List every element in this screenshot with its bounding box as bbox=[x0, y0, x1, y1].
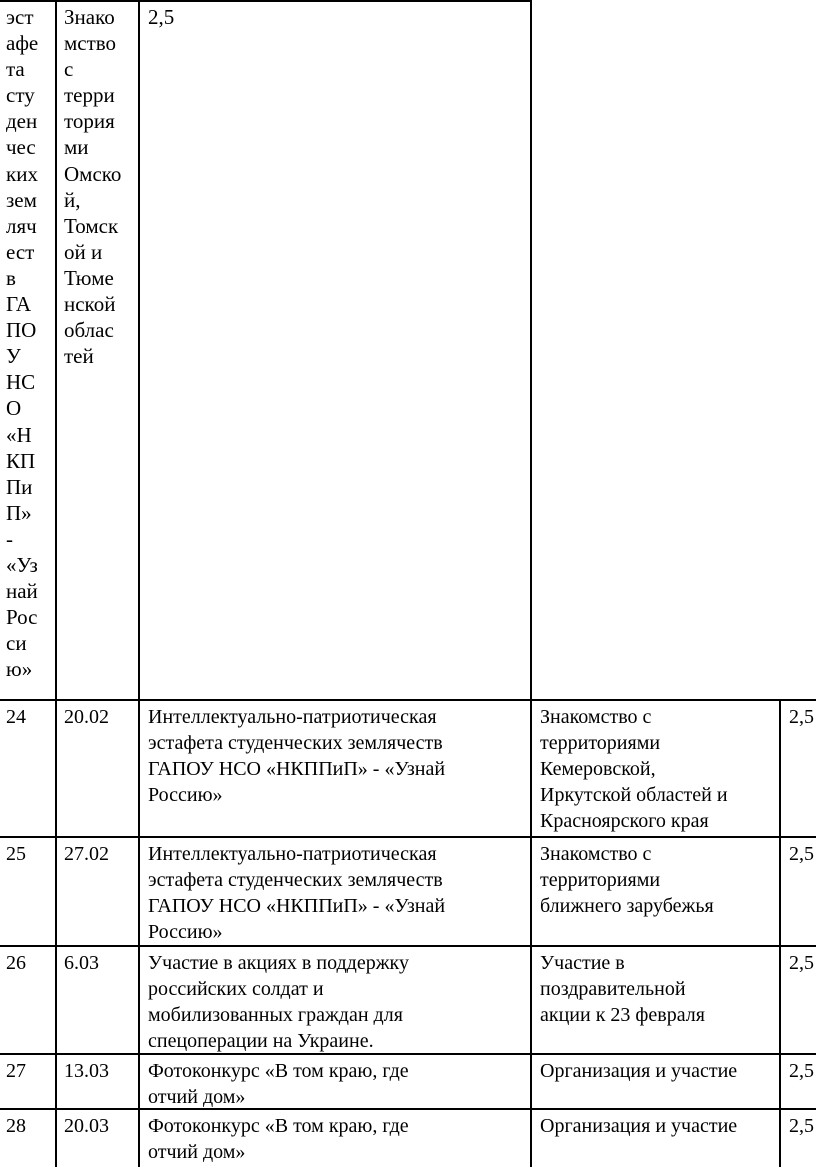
row-number: 28 bbox=[6, 1115, 26, 1137]
row-event: Интеллектуально-патриотическая эстафета студенческих землячеств ГАПОУ НСО «НКППиП» - «Узнай Россию» bbox=[148, 843, 446, 943]
fragment-divider-1 bbox=[55, 0, 57, 700]
row-description: Знакомство с территориями Кемеровской, Иркутской областей и Красноярского края bbox=[540, 706, 728, 832]
row-event: Интеллектуально-патриотическая эстафета студенческих землячеств ГАПОУ НСО «НКППиП» - «Узнай Россию» bbox=[148, 706, 446, 806]
row-number: 25 bbox=[6, 843, 26, 865]
col-divider-num-date bbox=[55, 700, 57, 1167]
row-event: Участие в акциях в поддержку российских солдат и мобилизованных граждан для спецоперации на Украине. bbox=[148, 952, 409, 1052]
row-number: 27 bbox=[6, 1060, 26, 1082]
row-line-26 bbox=[0, 945, 816, 947]
row-line-25 bbox=[0, 836, 816, 838]
row-date: 13.03 bbox=[64, 1060, 109, 1082]
row-points: 2,5 bbox=[789, 843, 814, 865]
row-number: 24 bbox=[6, 706, 26, 728]
row-date: 6.03 bbox=[64, 952, 99, 974]
row-event: Фотоконкурс «В том краю, где отчий дом» bbox=[148, 1060, 409, 1108]
row-number: 26 bbox=[6, 952, 26, 974]
row-description: Участие в поздравительной акции к 23 февраля bbox=[540, 952, 705, 1026]
row-date: 20.02 bbox=[64, 706, 109, 728]
table-top-border bbox=[0, 0, 531, 2]
row-date: 27.02 bbox=[64, 843, 109, 865]
fragment-col2-text: Знако мство с терри тория ми Омско й, Томск ой и Тюме нской облас тей bbox=[64, 5, 122, 369]
row-points: 2,5 bbox=[789, 1115, 814, 1137]
row-points: 2,5 bbox=[789, 952, 814, 974]
fragment-col3-text: 2,5 bbox=[148, 5, 175, 29]
row-event: Фотоконкурс «В том краю, где отчий дом» bbox=[148, 1115, 409, 1163]
row-line-24 bbox=[0, 699, 816, 701]
fragment-right-border bbox=[530, 0, 532, 1167]
row-date: 20.03 bbox=[64, 1115, 109, 1137]
row-points: 2,5 bbox=[789, 706, 814, 728]
col-divider-desc-points bbox=[779, 700, 781, 1167]
row-description: Организация и участие bbox=[540, 1060, 738, 1082]
row-points: 2,5 bbox=[789, 1060, 814, 1082]
fragment-divider-2 bbox=[138, 0, 140, 1167]
fragment-col1-text: эст афе та сту ден чес ких зем ляч ест в ГА ПО У НС О «Н КП Пи П» - «Уз най Рос си ю» bbox=[6, 5, 39, 682]
row-description: Организация и участие bbox=[540, 1115, 738, 1137]
row-description: Знакомство с территориями ближнего зарубежья bbox=[540, 843, 714, 917]
